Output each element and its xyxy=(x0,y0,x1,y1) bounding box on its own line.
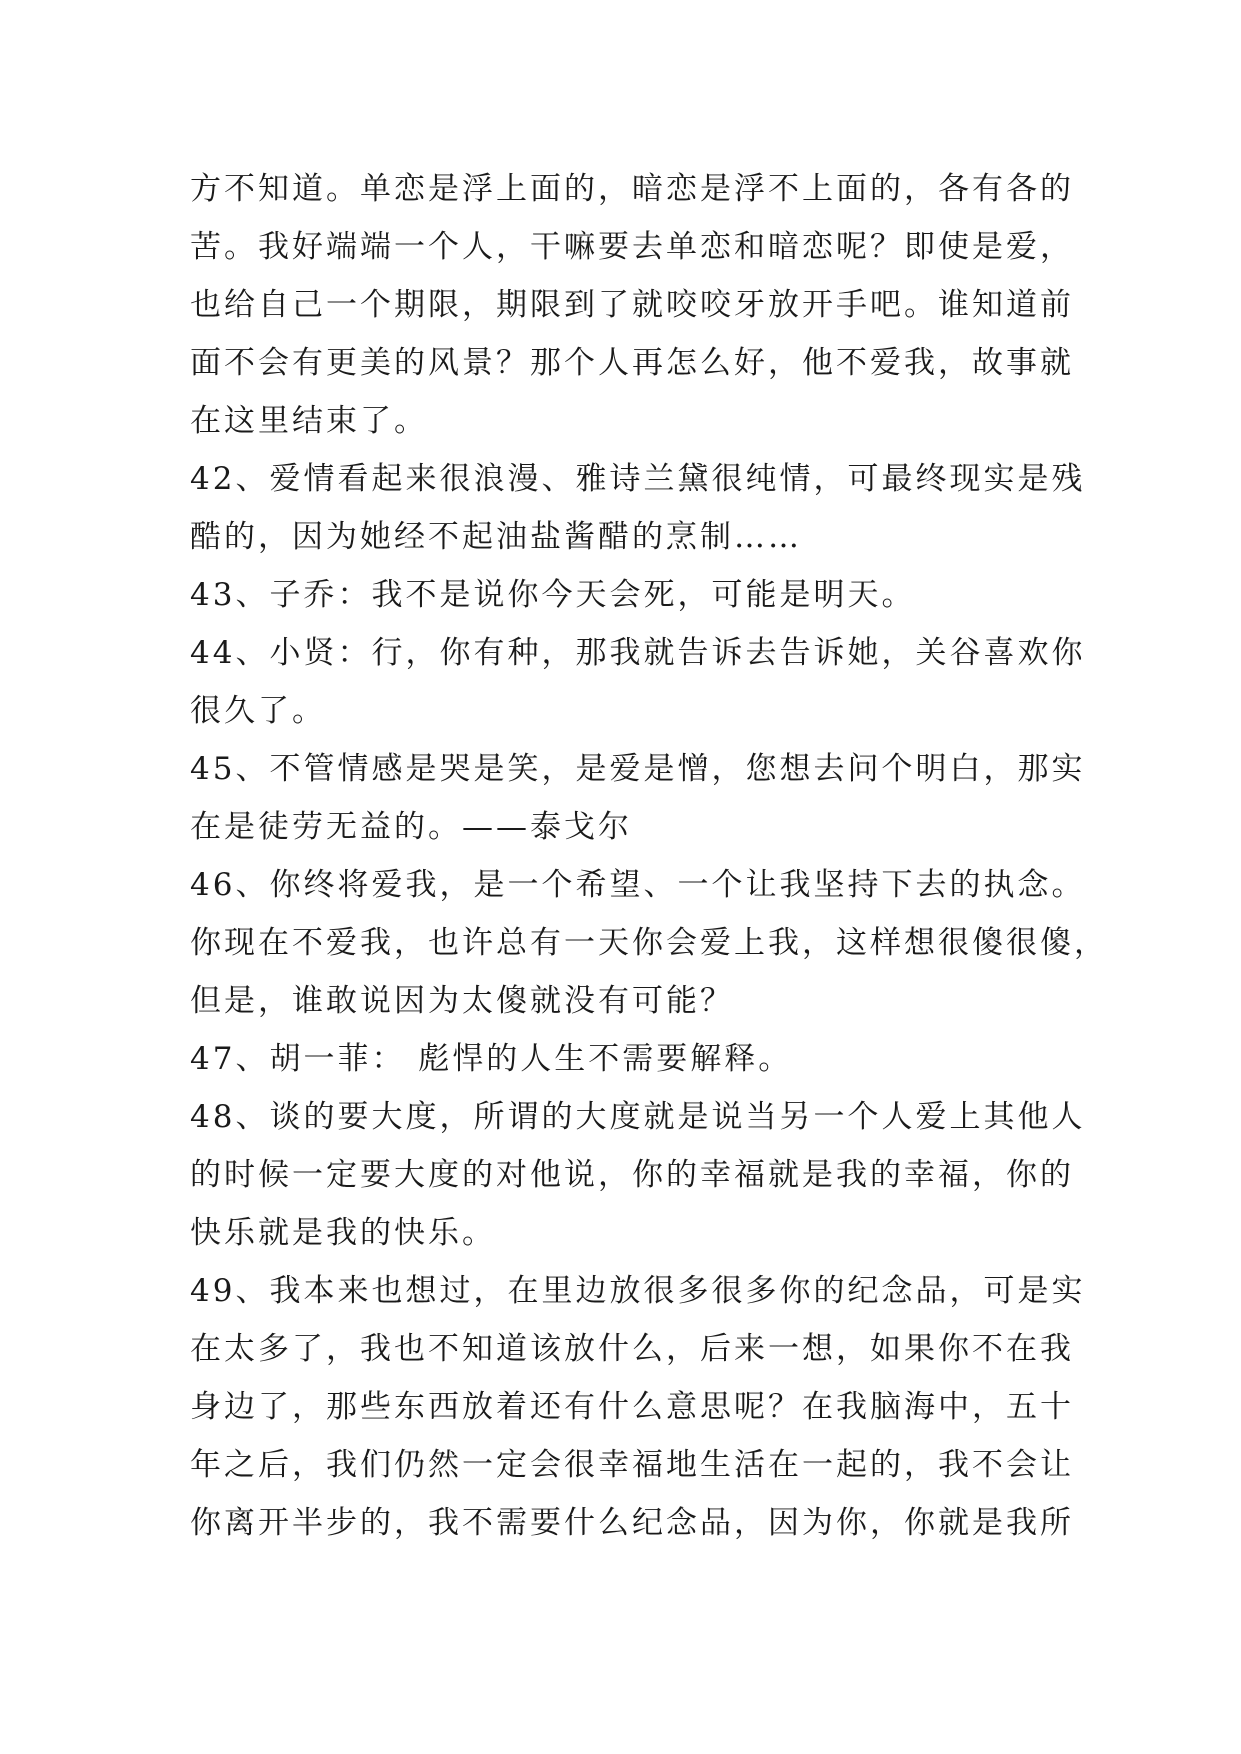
text-line: 身边了，那些东西放着还有什么意思呢？在我脑海中，五十 xyxy=(190,1389,1074,1425)
text-line: 48、谈的要大度，所谓的大度就是说当另一个人爱上其他人 xyxy=(190,1099,1086,1135)
text-line: 在太多了，我也不知道该放什么，后来一想，如果你不在我 xyxy=(190,1331,1074,1367)
text-line: 43、子乔：我不是说你今天会死，可能是明天。 xyxy=(190,577,916,613)
text-line: 的时候一定要大度的对他说，你的幸福就是我的幸福，你的 xyxy=(190,1157,1074,1193)
text-line: 也给自己一个期限，期限到了就咬咬牙放开手吧。谁知道前 xyxy=(190,287,1074,323)
text-line: 你离开半步的，我不需要什么纪念品，因为你，你就是我所 xyxy=(190,1505,1074,1541)
text-line: 47、胡一菲： 彪悍的人生不需要解释。 xyxy=(190,1041,793,1077)
text-line: 很久了。 xyxy=(190,693,326,729)
text-line: 42、爱情看起来很浪漫、雅诗兰黛很纯情，可最终现实是残 xyxy=(190,461,1086,497)
text-line: 在这里结束了。 xyxy=(190,403,428,439)
text-line: 在是徒劳无益的。——泰戈尔 xyxy=(190,809,632,845)
text-line: 方不知道。单恋是浮上面的，暗恋是浮不上面的，各有各的 xyxy=(190,171,1074,207)
text-line: 49、我本来也想过，在里边放很多很多你的纪念品，可是实 xyxy=(190,1273,1086,1309)
text-line: 苦。我好端端一个人，干嘛要去单恋和暗恋呢？即使是爱， xyxy=(190,229,1074,265)
text-line: 面不会有更美的风景？那个人再怎么好，他不爱我，故事就 xyxy=(190,345,1074,381)
text-line: 快乐就是我的快乐。 xyxy=(190,1215,496,1251)
text-line: 44、小贤：行，你有种，那我就告诉去告诉她，关谷喜欢你 xyxy=(190,635,1086,671)
body-text xyxy=(190,160,1108,1552)
text-line: 46、你终将爱我，是一个希望、一个让我坚持下去的执念。 xyxy=(190,867,1086,903)
text-line: 年之后，我们仍然一定会很幸福地生活在一起的，我不会让 xyxy=(190,1447,1074,1483)
text-line: 酷的，因为她经不起油盐酱醋的烹制…… xyxy=(190,519,802,555)
text-line: 但是，谁敢说因为太傻就没有可能？ xyxy=(190,983,734,1019)
text-line: 你现在不爱我，也许总有一天你会爱上我，这样想很傻很傻， xyxy=(190,925,1108,961)
text-line: 45、不管情感是哭是笑，是爱是憎，您想去问个明白，那实 xyxy=(190,751,1086,787)
